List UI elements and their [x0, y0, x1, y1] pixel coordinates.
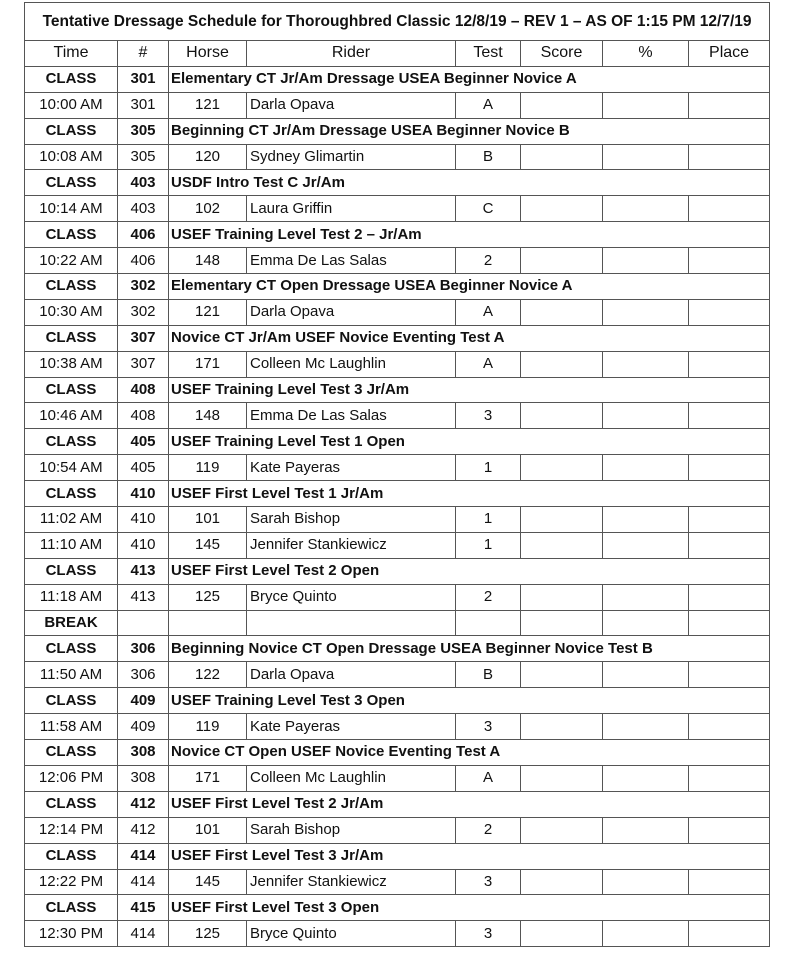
entry-percent — [603, 584, 689, 610]
class-number: 406 — [118, 222, 169, 248]
entry-time: 10:14 AM — [25, 196, 118, 222]
break-row — [25, 610, 770, 636]
entry-row — [25, 144, 770, 170]
entry-percent — [603, 455, 689, 481]
entry-number: 409 — [118, 714, 169, 740]
entry-number: 412 — [118, 817, 169, 843]
header-place: Place — [689, 41, 770, 67]
class-description: USEF Training Level Test 3 Jr/Am — [169, 377, 770, 403]
entry-number: 405 — [118, 455, 169, 481]
entry-test: 2 — [456, 817, 521, 843]
entry-test: 1 — [456, 507, 521, 533]
entry-place — [689, 714, 770, 740]
entry-score — [521, 299, 603, 325]
entry-score — [521, 196, 603, 222]
header-rider: Rider — [247, 41, 456, 67]
entry-place — [689, 584, 770, 610]
header-percent: % — [603, 41, 689, 67]
entry-score — [521, 351, 603, 377]
entry-number: 307 — [118, 351, 169, 377]
entry-number: 301 — [118, 92, 169, 118]
entry-test: 2 — [456, 248, 521, 274]
entry-time: 10:00 AM — [25, 92, 118, 118]
entry-test: A — [456, 92, 521, 118]
class-label: CLASS — [25, 558, 118, 584]
entry-row — [25, 869, 770, 895]
entry-place — [689, 765, 770, 791]
entry-score — [521, 144, 603, 170]
entry-place — [689, 248, 770, 274]
break-label: BREAK — [25, 610, 118, 636]
entry-percent — [603, 869, 689, 895]
entry-number: 414 — [118, 869, 169, 895]
entry-number: 306 — [118, 662, 169, 688]
entry-number: 413 — [118, 584, 169, 610]
entry-time: 12:14 PM — [25, 817, 118, 843]
entry-place — [689, 507, 770, 533]
entry-horse: 101 — [169, 507, 247, 533]
entry-row — [25, 765, 770, 791]
entry-rider: Sarah Bishop — [247, 817, 456, 843]
empty-cell — [118, 610, 169, 636]
entry-row — [25, 662, 770, 688]
class-row — [25, 688, 770, 714]
entry-row — [25, 455, 770, 481]
class-label: CLASS — [25, 791, 118, 817]
empty-cell — [603, 610, 689, 636]
entry-place — [689, 92, 770, 118]
entry-horse: 171 — [169, 765, 247, 791]
entry-horse: 145 — [169, 869, 247, 895]
entry-time: 10:08 AM — [25, 144, 118, 170]
entry-percent — [603, 921, 689, 947]
entry-row — [25, 817, 770, 843]
entry-number: 410 — [118, 507, 169, 533]
entry-rider: Jennifer Stankiewicz — [247, 869, 456, 895]
entry-row — [25, 403, 770, 429]
empty-cell — [521, 610, 603, 636]
entry-percent — [603, 662, 689, 688]
class-number: 415 — [118, 895, 169, 921]
entry-percent — [603, 765, 689, 791]
entry-score — [521, 921, 603, 947]
entry-percent — [603, 92, 689, 118]
class-description: USEF First Level Test 1 Jr/Am — [169, 481, 770, 507]
entry-time: 10:30 AM — [25, 299, 118, 325]
class-row — [25, 66, 770, 92]
entry-place — [689, 662, 770, 688]
entry-rider: Emma De Las Salas — [247, 403, 456, 429]
entry-test: A — [456, 299, 521, 325]
entry-horse: 148 — [169, 403, 247, 429]
header-row — [25, 41, 770, 67]
entry-place — [689, 299, 770, 325]
entry-score — [521, 248, 603, 274]
class-description: Elementary CT Jr/Am Dressage USEA Beginner Novice A — [169, 66, 770, 92]
class-label: CLASS — [25, 843, 118, 869]
entry-row — [25, 196, 770, 222]
entry-horse: 122 — [169, 662, 247, 688]
entry-test: A — [456, 765, 521, 791]
entry-score — [521, 403, 603, 429]
entry-horse: 121 — [169, 92, 247, 118]
entry-rider: Colleen Mc Laughlin — [247, 765, 456, 791]
entry-horse: 145 — [169, 532, 247, 558]
class-description: USEF Training Level Test 2 – Jr/Am — [169, 222, 770, 248]
entry-horse: 125 — [169, 921, 247, 947]
entry-test: B — [456, 662, 521, 688]
class-label: CLASS — [25, 429, 118, 455]
entry-place — [689, 196, 770, 222]
class-number: 301 — [118, 66, 169, 92]
class-description: USEF First Level Test 2 Jr/Am — [169, 791, 770, 817]
class-row — [25, 325, 770, 351]
class-description: Novice CT Open USEF Novice Eventing Test A — [169, 740, 770, 766]
entry-test: 3 — [456, 869, 521, 895]
class-label: CLASS — [25, 895, 118, 921]
entry-percent — [603, 196, 689, 222]
header-horse: Horse — [169, 41, 247, 67]
entry-rider: Sarah Bishop — [247, 507, 456, 533]
entry-time: 12:06 PM — [25, 765, 118, 791]
class-number: 409 — [118, 688, 169, 714]
class-number: 412 — [118, 791, 169, 817]
class-row — [25, 429, 770, 455]
entry-number: 302 — [118, 299, 169, 325]
entry-place — [689, 921, 770, 947]
entry-number: 305 — [118, 144, 169, 170]
class-number: 307 — [118, 325, 169, 351]
entry-row — [25, 351, 770, 377]
entry-score — [521, 817, 603, 843]
entry-row — [25, 248, 770, 274]
class-row — [25, 481, 770, 507]
entry-place — [689, 532, 770, 558]
entry-place — [689, 817, 770, 843]
class-description: USDF Intro Test C Jr/Am — [169, 170, 770, 196]
class-number: 308 — [118, 740, 169, 766]
empty-cell — [247, 610, 456, 636]
schedule-title: Tentative Dressage Schedule for Thoroughbred Classic 12/8/19 – REV 1 – AS OF 1:15 PM 12/7/19 — [25, 3, 770, 41]
entry-horse: 148 — [169, 248, 247, 274]
schedule-table — [24, 2, 770, 947]
class-number: 413 — [118, 558, 169, 584]
entry-row — [25, 507, 770, 533]
class-label: CLASS — [25, 688, 118, 714]
entry-time: 10:46 AM — [25, 403, 118, 429]
class-label: CLASS — [25, 481, 118, 507]
empty-cell — [456, 610, 521, 636]
entry-row — [25, 92, 770, 118]
entry-number: 308 — [118, 765, 169, 791]
entry-test: B — [456, 144, 521, 170]
entry-test: 3 — [456, 714, 521, 740]
entry-time: 10:22 AM — [25, 248, 118, 274]
entry-rider: Kate Payeras — [247, 455, 456, 481]
entry-place — [689, 869, 770, 895]
entry-rider: Emma De Las Salas — [247, 248, 456, 274]
entry-horse: 101 — [169, 817, 247, 843]
class-number: 403 — [118, 170, 169, 196]
class-row — [25, 222, 770, 248]
entry-test: 1 — [456, 532, 521, 558]
class-row — [25, 274, 770, 300]
entry-percent — [603, 351, 689, 377]
entry-percent — [603, 532, 689, 558]
class-label: CLASS — [25, 274, 118, 300]
entry-time: 12:30 PM — [25, 921, 118, 947]
class-label: CLASS — [25, 740, 118, 766]
entry-time: 11:18 AM — [25, 584, 118, 610]
entry-horse: 102 — [169, 196, 247, 222]
class-row — [25, 636, 770, 662]
class-description: Novice CT Jr/Am USEF Novice Eventing Test A — [169, 325, 770, 351]
class-row — [25, 377, 770, 403]
entry-horse: 125 — [169, 584, 247, 610]
entry-time: 11:50 AM — [25, 662, 118, 688]
class-label: CLASS — [25, 377, 118, 403]
class-row — [25, 791, 770, 817]
entry-score — [521, 765, 603, 791]
class-description: Beginning Novice CT Open Dressage USEA Beginner Novice Test B — [169, 636, 770, 662]
schedule-sheet — [24, 2, 769, 947]
entry-time: 10:54 AM — [25, 455, 118, 481]
class-row — [25, 843, 770, 869]
class-row — [25, 170, 770, 196]
entry-number: 410 — [118, 532, 169, 558]
entry-place — [689, 455, 770, 481]
entry-score — [521, 584, 603, 610]
entry-score — [521, 507, 603, 533]
class-number: 408 — [118, 377, 169, 403]
entry-time: 11:02 AM — [25, 507, 118, 533]
entry-horse: 171 — [169, 351, 247, 377]
class-description: USEF First Level Test 3 Open — [169, 895, 770, 921]
entry-percent — [603, 144, 689, 170]
entry-number: 408 — [118, 403, 169, 429]
class-label: CLASS — [25, 66, 118, 92]
class-description: USEF Training Level Test 1 Open — [169, 429, 770, 455]
entry-row — [25, 921, 770, 947]
entry-score — [521, 455, 603, 481]
entry-test: 3 — [456, 921, 521, 947]
entry-score — [521, 714, 603, 740]
class-number: 405 — [118, 429, 169, 455]
entry-place — [689, 403, 770, 429]
entry-row — [25, 532, 770, 558]
entry-place — [689, 144, 770, 170]
class-number: 306 — [118, 636, 169, 662]
class-number: 305 — [118, 118, 169, 144]
entry-test: 1 — [456, 455, 521, 481]
class-number: 414 — [118, 843, 169, 869]
class-number: 302 — [118, 274, 169, 300]
entry-time: 10:38 AM — [25, 351, 118, 377]
entry-time: 11:10 AM — [25, 532, 118, 558]
entry-score — [521, 532, 603, 558]
class-row — [25, 118, 770, 144]
class-row — [25, 740, 770, 766]
entry-number: 414 — [118, 921, 169, 947]
entry-test: A — [456, 351, 521, 377]
entry-horse: 119 — [169, 455, 247, 481]
entry-row — [25, 299, 770, 325]
header-score: Score — [521, 41, 603, 67]
class-description: USEF First Level Test 2 Open — [169, 558, 770, 584]
entry-rider: Darla Opava — [247, 92, 456, 118]
entry-horse: 120 — [169, 144, 247, 170]
entry-test: 3 — [456, 403, 521, 429]
class-description: USEF First Level Test 3 Jr/Am — [169, 843, 770, 869]
entry-percent — [603, 299, 689, 325]
entry-time: 11:58 AM — [25, 714, 118, 740]
class-row — [25, 558, 770, 584]
class-label: CLASS — [25, 170, 118, 196]
entry-number: 403 — [118, 196, 169, 222]
entry-row — [25, 584, 770, 610]
empty-cell — [169, 610, 247, 636]
entry-percent — [603, 248, 689, 274]
entry-horse: 121 — [169, 299, 247, 325]
entry-percent — [603, 817, 689, 843]
empty-cell — [689, 610, 770, 636]
entry-rider: Bryce Quinto — [247, 921, 456, 947]
header-number: # — [118, 41, 169, 67]
entry-rider: Kate Payeras — [247, 714, 456, 740]
entry-rider: Laura Griffin — [247, 196, 456, 222]
class-label: CLASS — [25, 636, 118, 662]
entry-rider: Sydney Glimartin — [247, 144, 456, 170]
class-label: CLASS — [25, 325, 118, 351]
class-row — [25, 895, 770, 921]
entry-horse: 119 — [169, 714, 247, 740]
class-description: Elementary CT Open Dressage USEA Beginner Novice A — [169, 274, 770, 300]
schedule-body — [25, 66, 770, 946]
entry-score — [521, 869, 603, 895]
entry-percent — [603, 507, 689, 533]
class-label: CLASS — [25, 222, 118, 248]
class-description: USEF Training Level Test 3 Open — [169, 688, 770, 714]
entry-rider: Jennifer Stankiewicz — [247, 532, 456, 558]
entry-number: 406 — [118, 248, 169, 274]
header-time: Time — [25, 41, 118, 67]
entry-test: 2 — [456, 584, 521, 610]
entry-rider: Darla Opava — [247, 299, 456, 325]
entry-time: 12:22 PM — [25, 869, 118, 895]
entry-score — [521, 662, 603, 688]
entry-rider: Darla Opava — [247, 662, 456, 688]
header-test: Test — [456, 41, 521, 67]
entry-row — [25, 714, 770, 740]
entry-score — [521, 92, 603, 118]
entry-test: C — [456, 196, 521, 222]
class-number: 410 — [118, 481, 169, 507]
class-label: CLASS — [25, 118, 118, 144]
entry-percent — [603, 403, 689, 429]
entry-percent — [603, 714, 689, 740]
entry-rider: Bryce Quinto — [247, 584, 456, 610]
class-description: Beginning CT Jr/Am Dressage USEA Beginner Novice B — [169, 118, 770, 144]
entry-place — [689, 351, 770, 377]
entry-rider: Colleen Mc Laughlin — [247, 351, 456, 377]
